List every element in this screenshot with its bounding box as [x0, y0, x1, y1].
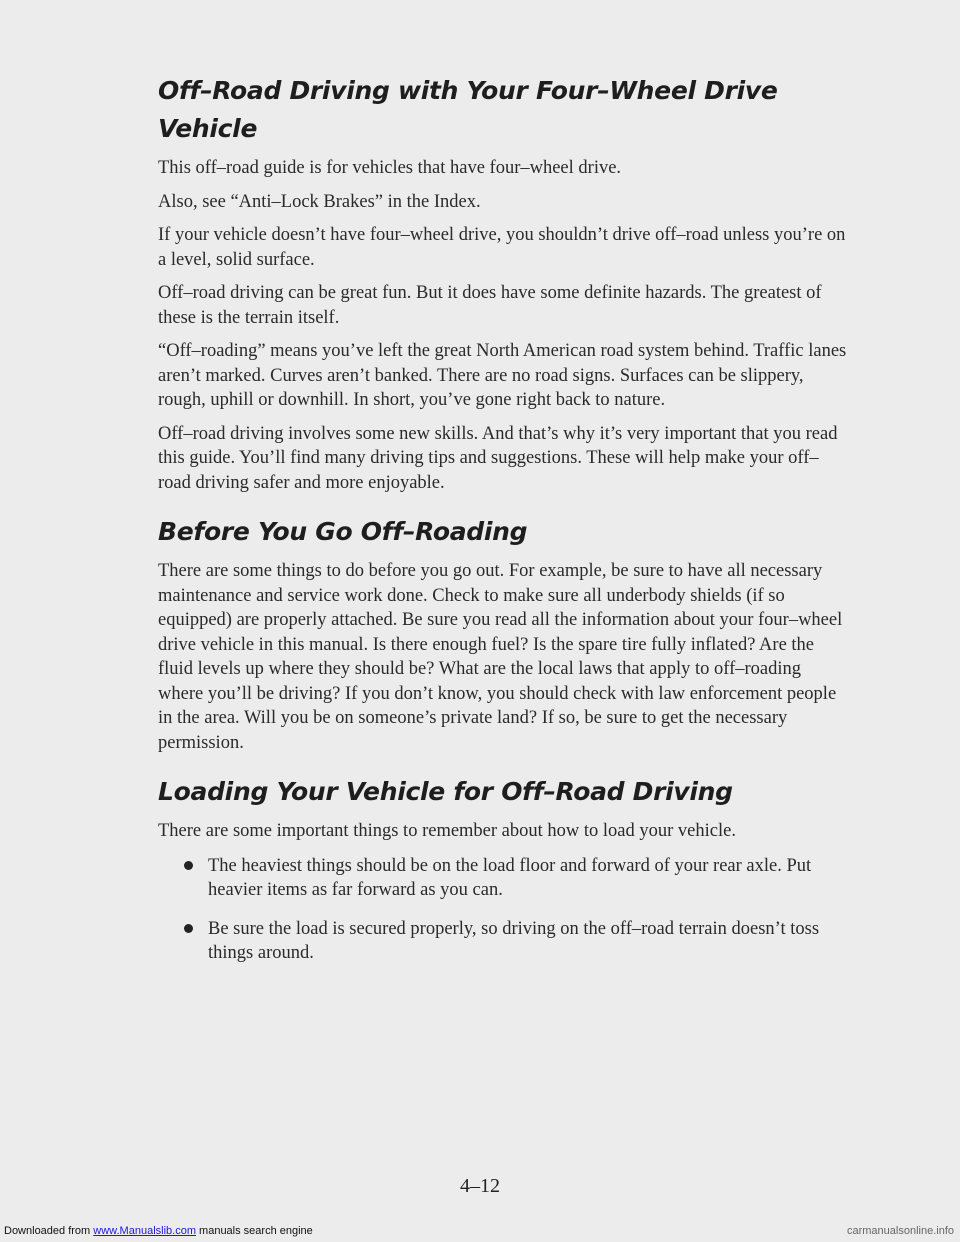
subsection-heading: Loading Your Vehicle for Off–Road Driving: [158, 777, 733, 806]
list-item-text: Be sure the load is secured properly, so driving on the off–road terrain doesn’t toss things around.: [208, 918, 820, 963]
download-footer: [4, 1225, 313, 1237]
manualslib-link[interactable]: www.Manualslib.com: [93, 1225, 196, 1237]
paragraph: There are some things to do before you go out. For example, be sure to have all necessary maintenance and service work done. Check to make sure all underbody shields (if so equipped) are properly attached. Be sure you read all the information about your four–wheel drive vehicle in this manual. Is there enough fuel? Is the spare tire fully inflated? Are the fluid levels up where they should be? What are the local laws that apply to off–roading where you’ll be driving? If you don’t know, you should check with law enforcement people in the area. Will you be on someone’s private land? If so, be sure to get the necessary permission.: [158, 561, 843, 753]
list-item: [184, 854, 848, 903]
bullet-icon: [184, 861, 193, 870]
list-item: [184, 917, 848, 966]
paragraph: If your vehicle doesn’t have four–wheel drive, you shouldn’t drive off–road unless you’re on a level, solid surface.: [158, 225, 846, 270]
page-content: [158, 72, 848, 980]
paragraph: This off–road guide is for vehicles that have four–wheel drive.: [158, 158, 622, 178]
paragraph: “Off–roading” means you’ve left the great North American road system behind. Traffic lanes aren’t marked. Curves aren’t banked. There are no road signs. Surfaces can be slippery, rough, uphill or downhill. In short, you’ve gone right back to nature.: [158, 341, 847, 410]
watermark: carmanualsonline.info: [846, 1225, 954, 1237]
bullet-list: [158, 854, 848, 966]
list-item-text: The heaviest things should be on the load floor and forward of your rear axle. Put heavier items as far forward as you can.: [208, 855, 812, 900]
footer-suffix: manuals search engine: [195, 1225, 313, 1237]
footer-prefix: Downloaded from: [4, 1225, 94, 1237]
paragraph: Off–road driving can be great fun. But it does have some definite hazards. The greatest of these is the terrain itself.: [158, 283, 822, 328]
section-heading: Off–Road Driving with Your Four–Wheel Drive Vehicle: [158, 76, 778, 143]
subsection-heading: Before You Go Off–Roading: [158, 517, 528, 546]
paragraph: Also, see “Anti–Lock Brakes” in the Index.: [158, 191, 481, 212]
paragraph: Off–road driving involves some new skills. And that’s why it’s very important that you read this guide. You’ll find many driving tips and suggestions. These will help make your off–road driving safer and more enjoyable.: [158, 423, 838, 493]
page-number: 4–12: [460, 1175, 500, 1197]
paragraph: There are some important things to remember about how to load your vehicle.: [158, 821, 736, 841]
bullet-icon: [184, 924, 193, 933]
